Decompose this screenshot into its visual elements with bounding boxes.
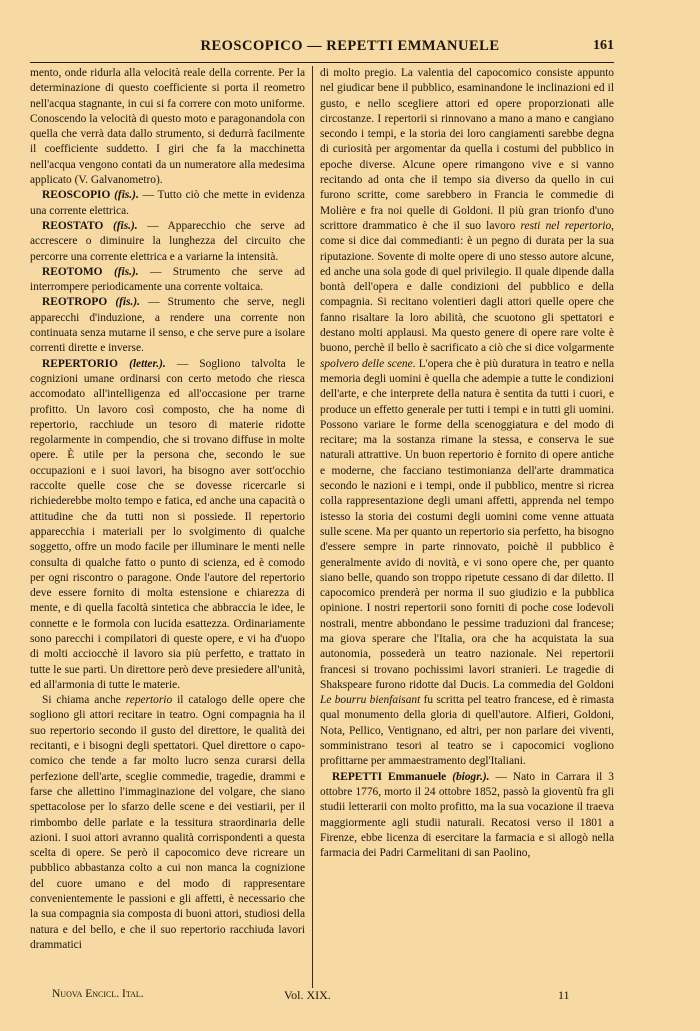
entry-reotropo [30,295,305,356]
left-column [30,66,305,988]
entry-text: — Apparecchio che serve ad accrescere o diminuire la lunghezza del circuito che percorre una corrente elettrica e a variarne la intensità. [30,219,305,263]
volume-number: Vol. XIX. [284,988,331,1002]
entry-label: (fis.). [114,189,139,202]
entry-text: — Tutto ciò che mette in evidenza una corrente elettrica. [30,189,305,217]
publication-name: Nuova Encicl. Ital. [52,988,144,1000]
entry-text: — Strumento che serve, negli apparecchi d'induzione, a rendere una corrente non continuata senza mutarne il senso, e che serve pure a isolare correnti dirette e inverse. [30,296,305,355]
entry-text: — Strumento che serve ad interrompere periodicamente una corrente voltaica. [30,265,305,294]
page-footer [30,988,614,1006]
entry-label: (biogr.). [452,770,490,783]
entry-label: (letter.). [129,357,166,370]
entry-text: — Sogliono talvolta le cognizioni umane ordinarsi con certo metodo che riesca accomodato all'intelligenza ed all'occasione per trarne profitto. Un lavoro così composto, che ha nome di repertorio, racchiude un tesoro di materie ridotte regolarmente in compendio, che si trovano diffuse in molte opere. È utile per la persona che, secondo le sue occupazioni e i suoi lavori, ha bisogno aver sott'occhio raccolte quelle cose che se dovesse ricercarle si richiederebbe molto tempo e fatica, ed anche una capacità o attitudine che da tutti non si possiede. Il repertorio apparecchia i materiali per lo svolgimento di qualche soggetto, offre un modo facile per illuminare le menti nelle consulta di qualche fatto o punto di scienza, ed è comodo per ogni riscontro o paragone. Onde l'autore del repertorio deve essere fornito di molta estensione e chiarezza di mente, e di quella facoltà sintetica che abbraccia le idee, le connette e le formola con lucida esattezza. Ordinariamente sono parecchi i compilatori di queste opere, e vi ha d'uopo di molti acciocchè il lavoro sia più perfetto, e trattato in tutte le sue parti. Un direttore però deve presiedere all'unità, ed all'armonia di tutte le materie. [30,357,305,691]
paragraph-repertorio-teatro: Si chiama anche repertorio il catalogo delle opere che sogliono gli attori recitare in teatro. Ogni compagnia ha il suo repertorio secondo il gusto del direttore, le qualità dei recitanti, e i bisogni degli spettatori. Quel direttore o capo-comico che tende a far molto lucro senza curarsi della perfezione dell'arte, sceglie commedie, tragedie, drammi e farse che allettino l'immaginazione del volgare, che siano spettacolose per lo sfarzo delle scene e dei vestiarii, per il rimbombo delle parlate e la tessitura straordinaria delle azioni. I suoi attori avranno qualità corrispondenti a questa scelta di opere. Se però il capocomico deve ricreare un pubblico abbastanza colto a cui non manca la cognizione del cuore umano e del modo di rappresentare convenientemente le passioni e gli affetti, è necessario che la sua compagnia sia composta di buoni attori, studiosi della natura e del bello, e che il suo repertorio racchiuda lavori drammatici [30,694,305,951]
header-rule [30,62,614,63]
paragraph-continuation: di molto pregio. La valentia del capocomico consiste appunto nel giudicar bene il pubblico, esaminandone le inclinazioni ed il gusto, e nello scegliere attori ed opere proporzionati alle circostanze. I repertorii si rinnovano a mano a mano e cangiano secondo i tempi, e la storia dei loro cangiamenti sarebbe degna di curiosità per argomentar da quella i costumi del pubblico in epoche diverse. Alcune opere rimangono vive e si vanno recitando ad onta che il tempo sia diverso da quello in cui furono scritte, come sarebbero in Francia le commedie di Molière e fra noi quelle di Goldoni. Il più gran trionfo d'uno scrittore drammatico è che il suo lavoro resti nel repertorio, come si dice dai commedianti: è un pegno di durata per la sua riputazione. Sovente di molte opere di uno stesso autore alcune, ed anche una sola gode di quel privilegio. Il quale dipende dalla bontà dell'opera e dalle condizioni del pubblico e della compagnia. Si recitano volentieri dagli attori quelle opere che fanno risaltare la loro abilità, che scuotono gli spettatori e destano molti applausi. Ma questo genere di opere rare volte è buono, perchè il bello è sacrificato a ciò che si dice volgarmente spolvero delle scene. L'opera che è più duratura in teatro e nella memoria degli uomini è quella che adempie a tutte le condizioni dell'arte, e che interprete della natura è sentita da tutti i cuori, e produce un effetto generale per tutti i tempi e in tutti gli uomini. Possono variare le forme della scenoggiatura e del modo di recitare; ma la sostanza rimane la stessa, e conserva le sue naturali attrattive. Un buon repertorio è fornito di opere antiche e moderne, che facciano testimonianza dell'arte drammatica secondo le nazioni e i tempi, onde il pubblico, mentre si ricrea colla rappresentazione degli umani affetti, apprenda nel tempo istesso la storia dei costumi degli uomini come venne attuata sulle scene. Ma per quanto un repertorio sia perfetto, ha bisogno d'essere sempre in parte rinnovato, poichè il pubblico è generalmente avido di novità, e vi sono opere che, per quanto siano belle, quando son troppo ripetute cessano di dar diletto. Il capocomico prenderà per norma il suo giudizio e la pubblica opinione. I nostri repertorii sono forniti di poche cose lodevoli nostrali, mentre abbondano le pessime traduzioni dal francese; ma giova sperare che l'Italia, ora che ha acquistata la sua autonomia, possederà un teatro nazionale. Nei repertorii francesi si trovano pochissimi lavori stranieri. Le tragedie di Shakspeare furono ridotte dal Ducis. La commedia del Goldoni Le bourru bienfaisant fu scritta pel teatro francese, ed è rimasta qual monumento della gloria di quell'autore. Alfieri, Goldoni, Nota, Pellico, Ventignano, ed altri, per non parlare dei viventi, somministrano tesori al teatro se i capocomici vogliono profittarne per ammaestramento degl'Italiani. [320,67,614,768]
emphasis: resti nel repertorio [520,219,612,232]
entry-headword: REOTROPO [42,296,108,309]
entry-repetti [320,770,614,862]
entry-headword: REPETTI Emmanuele [332,770,447,783]
entry-reostato [30,219,305,265]
entry-reotomo [30,265,305,296]
entry-label: (fis.). [115,296,141,309]
paragraph-continuation: mento, onde ridurla alla velocità reale della corrente. Per la determinazione di questo coefficiente si porta il reometro nell'acqua stagnante, in cui si fa correre con moto uniforme. Conoscendo la velocità di questo moto e paragonandola con quella che verrà data dallo strumento, si dedurrà facilmente il coefficiente suddetto. I giri che fa la macchinetta nell'acqua vengono contati da un numeratore alla medesima applicato (V. Galvanometro). [30,67,305,187]
running-title: REOSCOPICO — REPETTI EMMANUELE [200,38,500,54]
entry-label: (fis.). [113,265,139,278]
entry-headword: REOSCOPIO [42,189,111,202]
entry-headword: REOTOMO [42,265,103,278]
running-header [0,38,700,62]
emphasis: repertorio [125,694,173,707]
column-divider [312,66,313,988]
entry-reoscopio [30,188,305,219]
entry-headword: REPERTORIO [42,357,118,370]
entry-text: — Nato in Carrara il 3 ottobre 1776, morto il 24 ottobre 1852, passò la gioventù fra gli studii letterarii con molto profitto, ma la sua vocazione il traeva maggiormente agli studii naturali. Recatosi verso il 1801 a Firenze, ebbe licenza di esercitare la farmacia e si allogò nella farmacia dei Padri Carmelitani di san Paolino, [320,770,614,860]
emphasis: Le bourru bienfaisant [320,694,421,707]
right-column [320,66,614,988]
entry-label: (fis.). [112,219,138,232]
signature-mark: 11 [558,988,570,1002]
entry-repertorio [30,357,305,694]
emphasis: spolvero delle scene [320,357,413,370]
page-number: 161 [593,38,614,53]
entry-headword: REOSTATO [42,219,104,232]
